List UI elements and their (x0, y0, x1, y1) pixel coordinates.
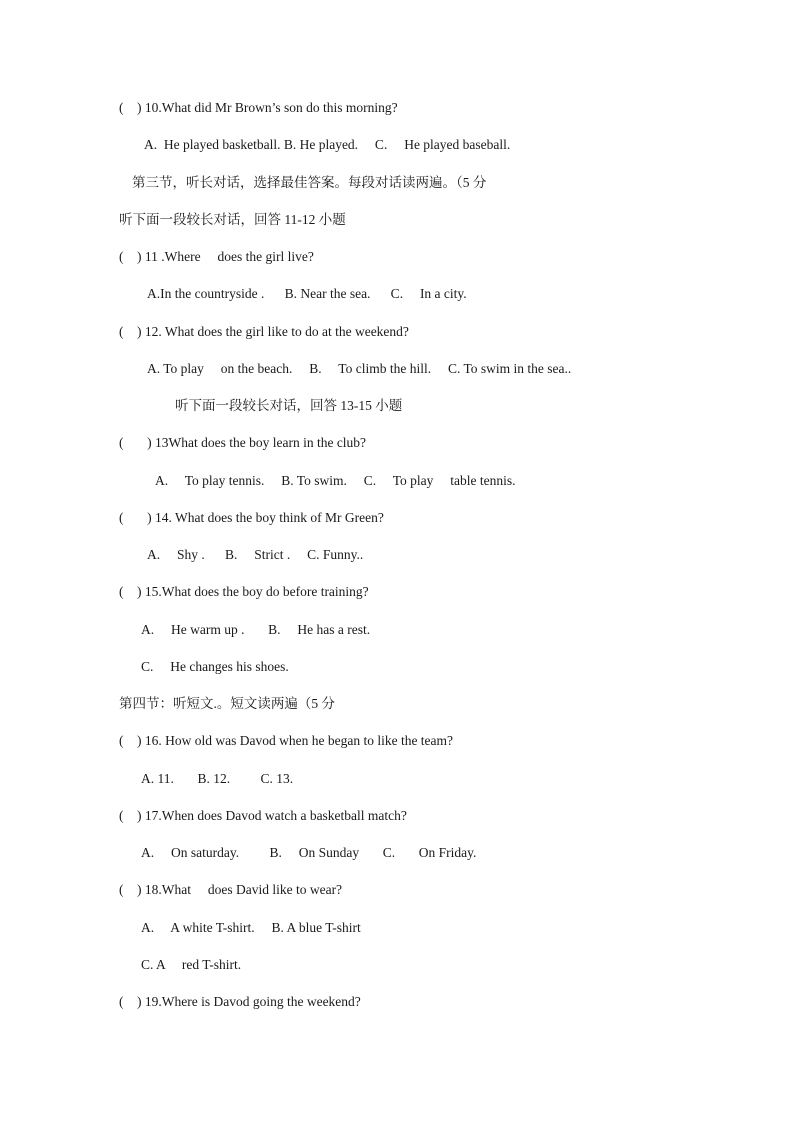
question-11-options: A.In the countryside . B. Near the sea. C. In a city. (147, 286, 467, 301)
question-13: ( ) 13What does the boy learn in the club? (119, 435, 367, 450)
question-15: ( ) 15.What does the boy do before training? (119, 584, 369, 599)
question-18: ( ) 18.What does David like to wear? (119, 882, 343, 897)
section-4-heading: 第四节：听短文.。短文读两遍（5 分 (119, 696, 335, 711)
question-14-options: A. Shy . B. Strict . C. Funny.. (147, 547, 364, 562)
section-3-heading: 第三节，听长对话，选择最佳答案。每段对话读两遍。（5 分 (132, 175, 487, 190)
question-15-option-c: C. He changes his shoes. (141, 659, 289, 674)
question-19: ( ) 19.Where is Davod going the weekend? (119, 994, 361, 1009)
question-12: ( ) 12. What does the girl like to do at the weekend? (119, 324, 409, 339)
dialogue-instruction-11-12: 听下面一段较长对话，回答 11-12 小题 (119, 212, 346, 227)
question-15-options-ab: A. He warm up . B. He has a rest. (141, 622, 371, 637)
dialogue-instruction-13-15: 听下面一段较长对话，回答 13-15 小题 (175, 398, 403, 413)
question-12-options: A. To play on the beach. B. To climb the hill. C. To swim in the sea.. (147, 361, 572, 376)
question-17: ( ) 17.When does Davod watch a basketball match? (119, 808, 407, 823)
question-10-options: A. He played basketball. B. He played. C. He played baseball. (144, 137, 511, 152)
question-10: ( ) 10.What did Mr Brown’s son do this morning? (119, 100, 398, 115)
question-11: ( ) 11 .Where does the girl live? (119, 249, 314, 264)
question-18-options-ab: A. A white T-shirt. B. A blue T-shirt (141, 920, 361, 935)
question-14: ( ) 14. What does the boy think of Mr Green? (119, 510, 384, 525)
question-18-option-c: C. A red T-shirt. (141, 957, 242, 972)
question-17-options: A. On saturday. B. On Sunday C. On Friday. (141, 845, 477, 860)
question-13-options: A. To play tennis. B. To swim. C. To play table tennis. (155, 473, 516, 488)
question-16-options: A. 11. B. 12. C. 13. (141, 771, 294, 786)
question-16: ( ) 16. How old was Davod when he began to like the team? (119, 733, 454, 748)
